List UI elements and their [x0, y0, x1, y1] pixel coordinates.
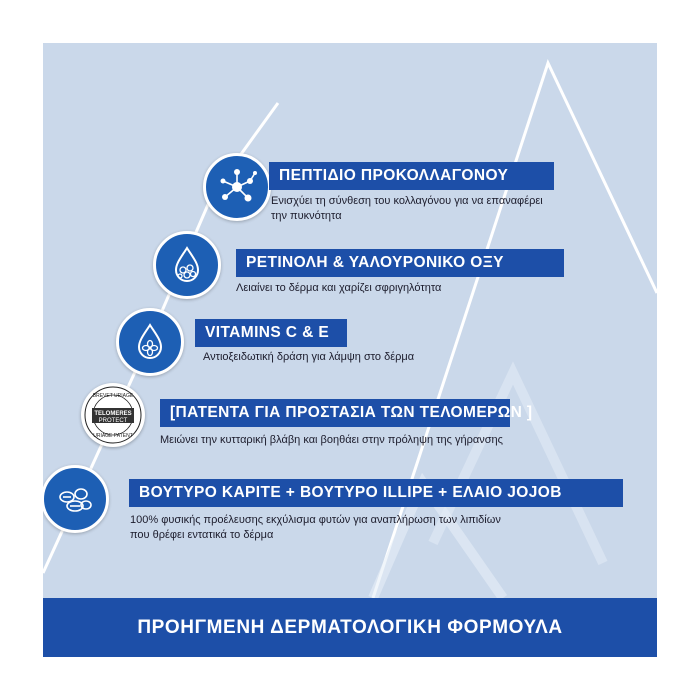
badge-mid-text-1: TELOMERES	[94, 411, 132, 417]
item-4-title: [ΠΑΤΕΝΤΑ ΓΙΑ ΠΡΟΣΤΑΣΙΑ ΤΩΝ ΤΕΛΟΜΕΡΩΝ ]	[160, 399, 510, 427]
telomeres-protect-badge	[81, 383, 145, 447]
infographic-panel	[43, 43, 657, 657]
item-4-description: Μειώνει την κυτταρική βλάβη και βοηθάει στην πρόληψη της γήρανσης	[160, 434, 503, 446]
item-2-description: Λειαίνει το δέρμα και χαρίζει σφριγηλότητα	[236, 282, 442, 294]
item-3-description: Αντιοξειδωτική δράση για λάμψη στο δέρμα	[203, 351, 415, 363]
item-3-title: VITAMINS C & E	[195, 319, 347, 347]
molecule-icon	[203, 153, 271, 221]
item-5-description: 100% φυσικής προέλευσης εκχύλισμα φυτών για αναπλήρωση των λιπιδίων που θρέφει εντατικά το δέρμα	[130, 514, 501, 541]
seeds-icon	[43, 465, 109, 533]
badge-mid-text-2: PROTECT	[98, 418, 128, 424]
item-2-title: ΡΕΤΙΝΟΛΗ & ΥΑΛΟΥΡΟΝΙΚΟ ΟΞΥ	[236, 249, 564, 277]
footer-banner	[43, 598, 657, 657]
item-1-description: Ενισχύει τη σύνθεση του κολλαγόνου για να επαναφέρει την πυκνότητα	[271, 195, 543, 222]
footer-text: ΠΡΟΗΓΜΕΝΗ ΔΕΡΜΑΤΟΛΟΓΙΚΗ ΦΟΡΜΟΥΛΑ	[137, 616, 563, 638]
badge-top-text: BREVET URIAGE	[92, 393, 134, 399]
item-1-title: ΠΕΠΤΙΔΙΟ ΠΡΟΚΟΛΛΑΓΟΝΟΥ	[269, 162, 554, 190]
drop-spheres-icon	[153, 231, 221, 299]
item-5-title: ΒΟΥΤΥΡΟ ΚΑΡΙΤΕ + ΒΟΥΤΥΡΟ ILLIPE + ΕΛΑΙΟ JOJOB	[129, 479, 623, 507]
badge-bottom-text: URIAGE PATENT	[93, 433, 133, 439]
drop-flower-icon	[116, 308, 184, 376]
